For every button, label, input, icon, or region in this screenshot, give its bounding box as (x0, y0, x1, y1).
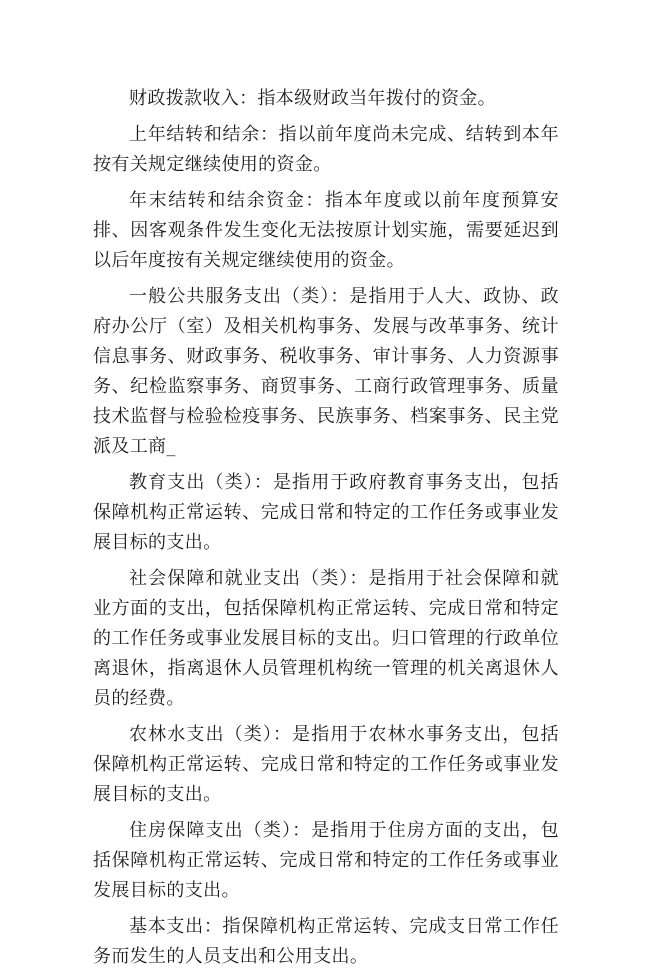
paragraph-prior-year-carryover: 上年结转和结余：指以前年度尚未完成、结转到本年按有关规定继续使用的资金。 (93, 124, 559, 175)
paragraph-fiscal-appropriation-income: 财政拨款收入：指本级财政当年拨付的资金。 (129, 88, 496, 109)
paragraph-agriculture-forestry-water: 农林水支出（类）：是指用于农林水事务支出，包括保障机构正常运转、完成日常和特定的工作任务或事业发展目标的支出。 (93, 724, 559, 805)
paragraph-year-end-carryover: 年末结转和结余资金：指本年度或以前年度预算安排、因客观条件发生变化无法按原计划实施，需要延迟到以后年度按有关规定继续使用的资金。 (93, 190, 559, 271)
paragraph-social-security-employment: 社会保障和就业支出（类）：是指用于社会保障和就业方面的支出，包括保障机构正常运转、完成日常和特定的工作任务或事业发展目标的支出。归口管理的行政单位离退休，指离退休人员管理机构统一管理的机关离退休人员的经费。 (93, 568, 559, 709)
paragraph-housing-security: 住房保障支出（类）：是指用于住房方面的支出，包括保障机构正常运转、完成日常和特定的工作任务或事业发展目标的支出。 (93, 820, 559, 901)
paragraph-basic-expenditure: 基本支出：指保障机构正常运转、完成支日常工作任务而发生的人员支出和公用支出。 (93, 916, 559, 967)
paragraph-general-public-services: 一般公共服务支出（类）：是指用于人大、政协、政府办公厅（室）及相关机构事务、发展与改革事务、统计信息事务、财政事务、税收事务、审计事务、人力资源事务、纪检监察事务、商贸事务、工商行政管理事务、质量技术监督与检验检疫事务、民族事务、档案事务、民主党派及工商_ (93, 286, 559, 457)
paragraph-education-expenditure: 教育支出（类）：是指用于政府教育事务支出，包括保障机构正常运转、完成日常和特定的工作任务或事业发展目标的支出。 (93, 472, 559, 553)
